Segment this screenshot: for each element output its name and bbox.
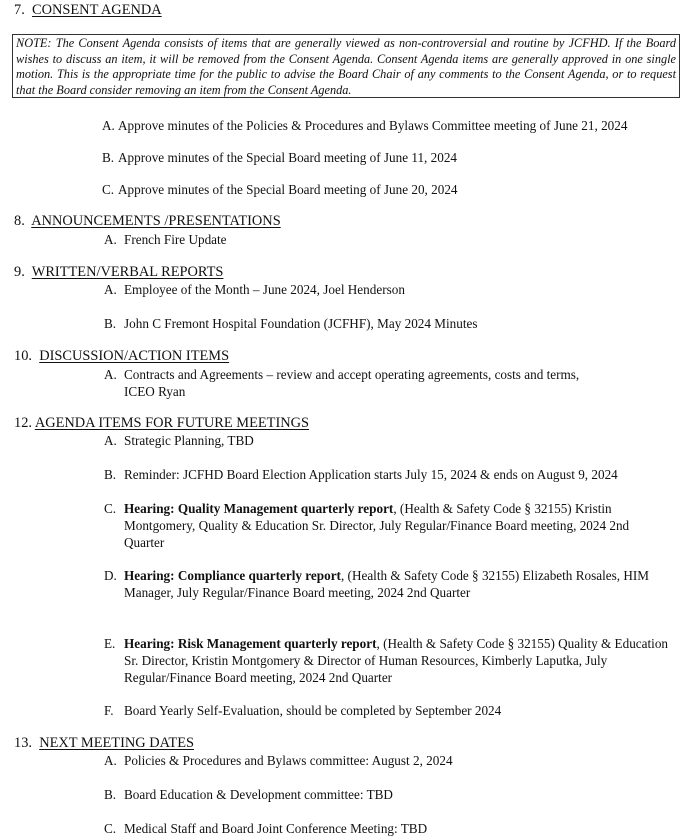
section-heading-announcements [14,212,281,230]
section-number: 10. [14,348,32,364]
item-text-bold: Hearing: Quality Management quarterly report [124,501,394,516]
section-heading-future-meetings [14,414,309,432]
item-text: Policies & Procedures and Bylaws committee: August 2, 2024 [124,753,453,768]
item-text-line-2: ICEO Ryan [124,384,186,399]
consent-agenda-note: NOTE: The Consent Agenda consists of items that are generally viewed as non-controversial and routine by JCFHD. If the Board wishes to discuss an item, it will be removed from the Consent Agenda. Consent Agenda items are generally approved in one single motion. This is the appropriate time for the public to advise the Board Chair of any comments to the Consent Agenda, or to request that the Board consider removing an item from the Consent Agenda. [12,34,680,98]
item-text-rest: , (Health & Safety Code § 32155) Elizabeth Rosales, HIM Manager, July Regular/Finance Board meeting, 2024 2nd Quarter [124,568,649,600]
section-heading-consent-agenda [14,1,162,19]
item-text: Medical Staff and Board Joint Conference Meeting: TBD [124,821,428,836]
section-heading-reports [14,263,223,281]
section-number: 7. [14,2,25,18]
item-text: Board Education & Development committee: TBD [124,787,393,802]
item-text [124,500,672,551]
section-number: 9. [14,264,25,280]
item-text-bold: Hearing: Compliance quarterly report [124,568,341,583]
item-letter: C. [104,821,117,836]
item-text-line-1: Contracts and Agreements – review and accept operating agreements, costs and terms, [124,367,580,382]
item-letter: A. [102,118,115,133]
item-letter: F. [104,703,114,718]
item-letter: A. [104,433,117,448]
item-text-bold: Hearing: Risk Management quarterly report [124,636,377,651]
item-text: Approve minutes of the Policies & Procedures and Bylaws Committee meeting of June 21, 2024 [118,118,628,133]
item-letter: E. [104,636,116,651]
section-number: 13. [14,735,32,751]
item-text: Approve minutes of the Special Board meeting of June 11, 2024 [118,150,458,165]
item-letter: B. [104,316,117,331]
section-number: 8. [14,213,25,229]
item-text [124,567,672,601]
item-letter: A. [104,753,117,768]
item-letter: C. [102,182,115,197]
section-number: 12. [14,415,32,431]
section-label: AGENDA ITEMS FOR FUTURE MEETINGS [34,415,310,431]
item-text: Approve minutes of the Special Board meeting of June 20, 2024 [118,182,458,197]
section-label: NEXT MEETING DATES [39,735,195,751]
item-text: John C Fremont Hospital Foundation (JCFHF), May 2024 Minutes [124,316,478,331]
item-text: Strategic Planning, TBD [124,433,254,448]
section-label: CONSENT AGENDA [32,2,162,18]
item-text [124,635,672,686]
section-label: DISCUSSION/ACTION ITEMS [39,348,230,364]
section-label: ANNOUNCEMENTS /PRESENTATIONS [31,213,281,229]
item-letter: A. [104,282,117,297]
item-text: French Fire Update [124,232,227,247]
section-heading-discussion [14,347,229,365]
item-text-rest: , (Health & Safety Code § 32155) Quality & Education Sr. Director, Kristin Montgomery & Director of Human Resources, Kimberly Laputka, July Regular/Finance Board meeting, 2024 2nd Quarter [124,636,669,685]
item-letter: A. [104,232,117,247]
item-text: Reminder: JCFHD Board Election Application starts July 15, 2024 & ends on August 9, 2024 [124,467,618,482]
item-letter: C. [104,501,117,516]
item-text: Board Yearly Self-Evaluation, should be completed by September 2024 [124,703,502,718]
section-heading-next-meetings [14,734,194,752]
section-label: WRITTEN/VERBAL REPORTS [31,264,224,280]
item-letter: D. [104,568,117,583]
item-letter: B. [104,467,117,482]
item-letter: B. [102,150,115,165]
item-text-rest: , (Health & Safety Code § 32155) Kristin Montgomery, Quality & Education Sr. Director, July Regular/Finance Board meeting, 2024 2nd Quarter [124,501,630,550]
item-letter: B. [104,787,117,802]
item-letter: A. [104,367,117,382]
item-text: Employee of the Month – June 2024, Joel Henderson [124,282,405,297]
